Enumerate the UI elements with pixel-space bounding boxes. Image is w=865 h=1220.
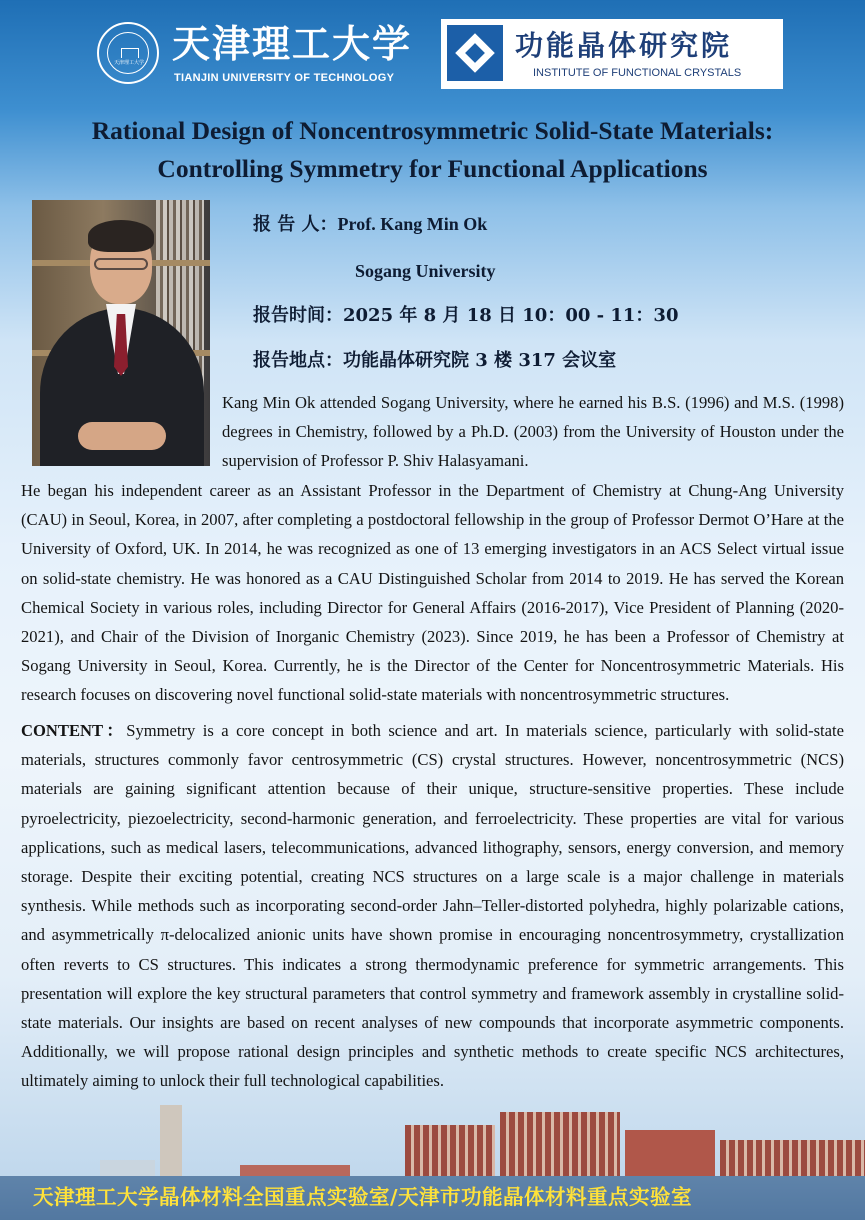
venue-label: 报告地点： <box>253 350 343 371</box>
speaker-bio-part-1: Kang Min Ok attended Sogang University, where he earned his B.S. (1996) and M.S. (1998) degrees in Chemistry, followed by a Ph.D. (2003) from the University of Houston under the supervision of Professor P. Shiv Halasyamani. <box>222 393 844 471</box>
talk-title-line-1: Rational Design of Noncentrosymmetric Solid-State Materials: <box>91 116 774 145</box>
talk-title-line-2: Controlling Symmetry for Functional Applications <box>157 154 708 183</box>
institute-diamond-icon <box>447 25 503 81</box>
institute-name-en: INSTITUTE OF FUNCTIONAL CRYSTALS <box>533 67 742 79</box>
university-seal-logo <box>97 22 159 84</box>
talk-abstract <box>21 716 844 1096</box>
university-name-en: TIANJIN UNIVERSITY OF TECHNOLOGY <box>174 72 395 84</box>
seal-inner-ring <box>107 32 149 74</box>
institute-logo-box <box>441 19 783 89</box>
speaker-bio-part-2: He began his independent career as an Assistant Professor in the Department of Chemistry at Chung-Ang University (CAU) in Seoul, Korea, in 2007, after completing a postdoctoral fellowship in the group of Professor Dermot O’Hare at the University of Oxford, UK. In 2014, he was recognized as one of 13 emerging investigators in an ACS Select virtual issue on solid-state chemistry. He was honored as a CAU Distinguished Scholar from 2014 to 2019. He has served the Korean Chemical Society in various roles, including Director for General Affairs (2016-2017), Vice President of Planning (2020-2021), and Chair of the Division of Inorganic Chemistry (2023). Since 2019, he has been a Professor of Chemistry at Sogang University in Seoul, Korea. Currently, he is the Director of the Center for Noncentrosymmetric Materials. His research focuses on discovering novel functional solid-state materials with noncentrosymmetric structures. <box>21 481 844 705</box>
footer-band <box>0 1176 865 1220</box>
talk-time: 2025 年 8 月 18 日 10：00 - 11：30 <box>343 305 679 326</box>
abstract-text: Symmetry is a core concept in both science and art. In materials science, particularly with solid-state materials, structures commonly favor centrosymmetric (CS) crystal structures. However, noncentrosymmetric (NCS) materials are gaining significant attention because of their unique, structure-sensitive properties. These include pyroelectricity, piezoelectricity, second-harmonic generation, and ferroelectricity. These properties are vital for various applications, such as medical lasers, telecommunications, advanced lithography, sensors, energy conversion, and memory storage. Despite their exciting potential, creating NCS structures on a large scale is a major challenge in materials synthesis. While methods such as incorporating second-order Jahn–Teller-distorted polyhedra, highly polarizable cations, and asymmetrically π-delocalized anionic units have shown promise in encouraging noncentrosymmetry, crystallization often reverts to CS structures. This indicates a strong thermodynamic preference for symmetric arrangements. This presentation will explore the key structural parameters that control symmetry and framework assembly in crystalline solid-state materials. Our insights are based on recent analyses of new compounds that incorporate asymmetric components. Additionally, we will propose rational design principles and synthetic methods to create specific NCS architectures, ultimately aiming to unlock their full technological capabilities. <box>21 721 844 1091</box>
speaker-row <box>253 212 487 237</box>
talk-venue: 功能晶体研究院 3 楼 317 会议室 <box>343 350 617 371</box>
time-label: 报告时间： <box>253 305 343 326</box>
time-row <box>253 304 678 328</box>
institute-name-cn: 功能晶体研究院 <box>515 29 733 62</box>
speaker-name: Prof. Kang Min Ok <box>337 214 488 234</box>
talk-title <box>0 112 865 188</box>
footer-lab-names: 天津理工大学晶体材料全国重点实验室/天津市功能晶体材料重点实验室 <box>33 1185 692 1209</box>
speaker-hands <box>78 422 166 450</box>
seal-building-icon <box>121 48 139 58</box>
content-label: CONTENT： <box>21 721 127 740</box>
speaker-label: 报 告 人： <box>253 214 338 235</box>
poster-header <box>0 0 865 105</box>
university-name-cn: 天津理工大学 <box>172 21 413 66</box>
seal-text: 天津理工大学 <box>114 60 144 66</box>
speaker-photo <box>32 200 210 466</box>
speaker-glasses <box>94 258 148 270</box>
venue-row <box>253 349 616 373</box>
speaker-affiliation: Sogang University <box>355 261 496 281</box>
speaker-hair <box>88 220 154 252</box>
affiliation-row <box>355 259 496 284</box>
